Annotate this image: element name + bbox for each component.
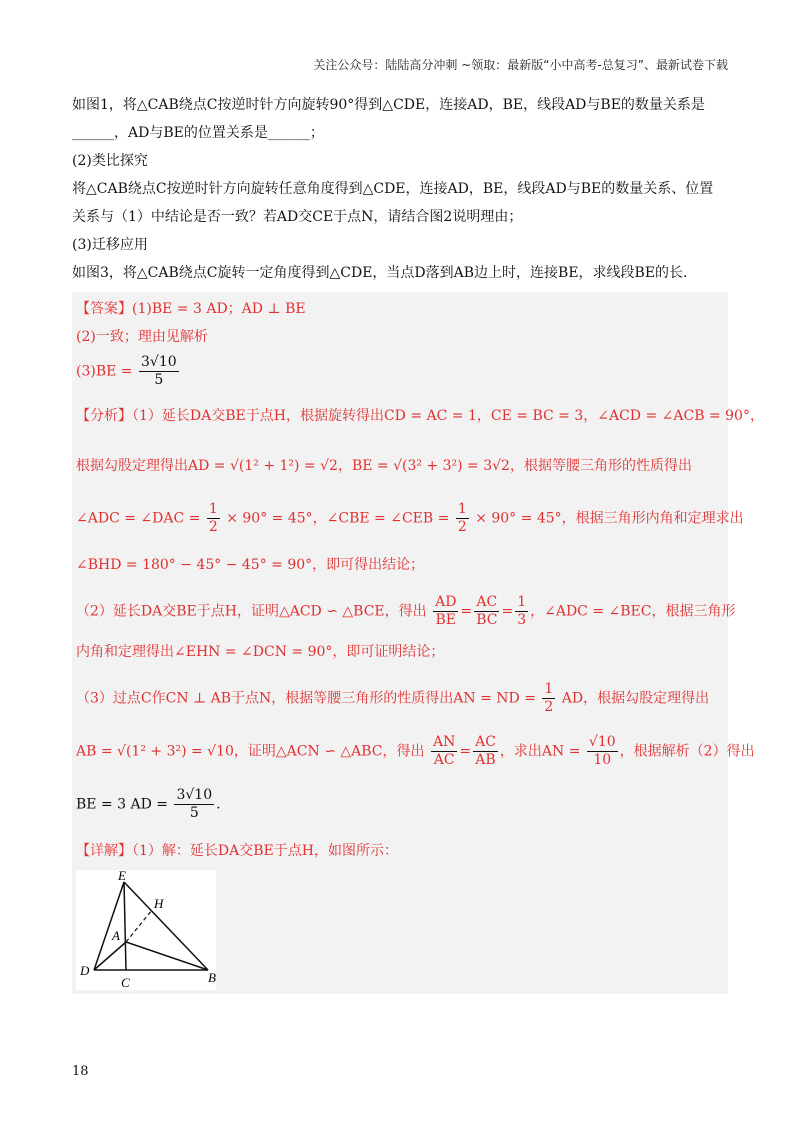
fraction — [431, 734, 457, 769]
denominator: 5 — [189, 805, 199, 821]
analysis-line: AB = √(1² + 3²) = √10，证明△ACN ∽ △ABC，得出 $\frac{AN}{AC}$ = $\frac{AC}{AB}$ ，求出AN = $\frac{√10}{10}$ ，根据解析（2）得出 — [76, 734, 755, 768]
analysis-label: 【分析】 — [76, 408, 132, 424]
numerator: AN — [432, 734, 456, 750]
denominator: AC — [433, 752, 455, 768]
analysis-line: （2）延长DA交BE于点H，证明△ACD ∽ △BCE，得出 $\frac{AD}{BE}$ = $\frac{AC}{BC}$ = $\frac{1}{3}$ ，∠ADC = ∠BEC，根据三角形 — [76, 594, 736, 628]
label-D: D — [80, 963, 90, 978]
fraction-half — [542, 681, 555, 716]
numerator: 1 — [517, 594, 527, 610]
label-H: H — [154, 896, 164, 911]
geometry-diagram — [76, 870, 216, 990]
analysis-text: ，根据解析（2）得出 — [619, 743, 755, 760]
page-content — [72, 94, 764, 994]
denominator: BE — [435, 612, 457, 628]
detail-line — [76, 840, 724, 862]
answer-2: (2)一致；理由见解析 — [76, 329, 208, 345]
numerator: 1 — [208, 501, 218, 517]
analysis-line: 内角和定理得出∠EHN = ∠DCN = 90°，即可证明结论； — [76, 644, 445, 660]
numerator: AC — [474, 594, 499, 612]
section-title: (3)迁移应用 — [72, 237, 148, 253]
page-header: 关注公众号：陆陆高分冲刺 ~领取：最新版“小中高考-总复习”、最新试卷下载 — [313, 58, 728, 72]
analysis-line: BE = 3 AD = $\frac{3√10}{5}$ . — [76, 787, 221, 821]
denominator: 5 — [154, 372, 164, 388]
analysis-text: × 90° = 45°，根据三角形内角和定理求出 — [475, 510, 744, 527]
analysis-text: ，求出AN = — [499, 743, 581, 760]
denominator: BC — [476, 612, 498, 628]
problem-line: 将△CAB绕点C按逆时针方向旋转任意角度得到△CDE，连接AD，BE，线段AD与BE的数量关系、位置 — [72, 181, 714, 197]
fraction-half — [207, 501, 220, 536]
fraction — [433, 594, 458, 629]
fraction-half — [456, 501, 469, 536]
denominator: 3 — [517, 612, 527, 628]
geometry-figure — [76, 870, 216, 990]
answer-line — [76, 298, 724, 320]
analysis-text: BE = 3 AD = — [76, 796, 169, 813]
segment-AH-dashed — [126, 910, 152, 942]
fraction — [474, 594, 499, 629]
analysis-text: AB = √(1² + 3²) = √10，证明△ACN ∽ △ABC，得出 — [76, 743, 425, 760]
analysis-line: 根据勾股定理得出AD = √(1² + 1²) = √2，BE = √(3² + 3²) = 3√2，根据等腰三角形的性质得出 — [76, 458, 692, 474]
analysis-line — [76, 405, 764, 427]
denominator: 2 — [457, 519, 467, 535]
numerator: AD — [435, 594, 457, 610]
label-C: C — [121, 975, 130, 990]
label-E: E — [118, 870, 126, 883]
detail-label: 【详解】 — [76, 843, 132, 859]
analysis-text: AD，根据勾股定理得出 — [561, 690, 710, 707]
fraction — [515, 594, 528, 629]
numerator: 1 — [544, 681, 554, 697]
numerator: √10 — [588, 734, 616, 750]
analysis-text: ∠ADC = ∠DAC = — [76, 510, 201, 527]
problem-line: 如图1，将△CAB绕点C按逆时针方向旋转90°得到△CDE，连接AD，BE，线段AD与BE的数量关系是 — [72, 97, 705, 113]
analysis-line — [76, 681, 724, 716]
analysis-text: （2）延长DA交BE于点H，证明△ACD ∽ △BCE，得出 — [76, 603, 427, 620]
answer-1: (1)BE = 3 AD；AD ⊥ BE — [132, 301, 306, 317]
fraction — [473, 734, 498, 769]
section-title: (2)类比探究 — [72, 153, 148, 169]
numerator: 3√10 — [140, 354, 177, 370]
page-number: 18 — [72, 1064, 89, 1079]
denominator: 2 — [544, 699, 554, 715]
denominator: AB — [475, 752, 496, 768]
segment-EB — [124, 882, 208, 970]
answer-label: 【答案】 — [76, 301, 132, 317]
detail-text: （1）解：延长DA交BE于点H，如图所示： — [132, 843, 398, 859]
problem-line: ______，AD与BE的位置关系是______； — [72, 125, 324, 141]
problem-line: 关系与（1）中结论是否一致？若AD交CE于点N，请结合图2说明理由； — [72, 209, 523, 225]
analysis-text: ，∠ADC = ∠BEC，根据三角形 — [530, 603, 736, 620]
analysis-text: （1）延长DA交BE于点H，根据旋转得出CD = AC = 1，CE = BC = 3，∠ACD = ∠ACB = 90°， — [132, 408, 764, 424]
problem-line: 如图3，将△CAB绕点C旋转一定角度得到△CDE，当点D落到AB边上时，连接BE，求线段BE的长. — [72, 265, 688, 281]
answer-block — [72, 292, 764, 994]
fraction — [587, 734, 618, 769]
denominator: 2 — [208, 519, 218, 535]
numerator: AC — [475, 734, 496, 750]
analysis-line: ∠BHD = 180° − 45° − 45° = 90°，即可得出结论； — [76, 557, 425, 573]
answer-3-prefix: (3)BE = — [76, 363, 133, 380]
segment-EC — [124, 882, 126, 970]
numerator: 3√10 — [176, 787, 213, 803]
label-B: B — [208, 970, 216, 985]
segment-AB — [126, 942, 208, 970]
analysis-text: × 90° = 45°，∠CBE = ∠CEB = — [226, 510, 450, 527]
fraction — [139, 354, 179, 389]
analysis-text: （3）过点C作CN ⊥ AB于点N，根据等腰三角形的性质得出AN = ND = — [76, 690, 536, 707]
label-A: A — [112, 928, 120, 943]
answer-3 — [76, 354, 724, 389]
fraction — [174, 787, 214, 822]
denominator: 10 — [593, 752, 612, 768]
numerator: 1 — [457, 501, 467, 517]
analysis-line — [76, 501, 744, 536]
